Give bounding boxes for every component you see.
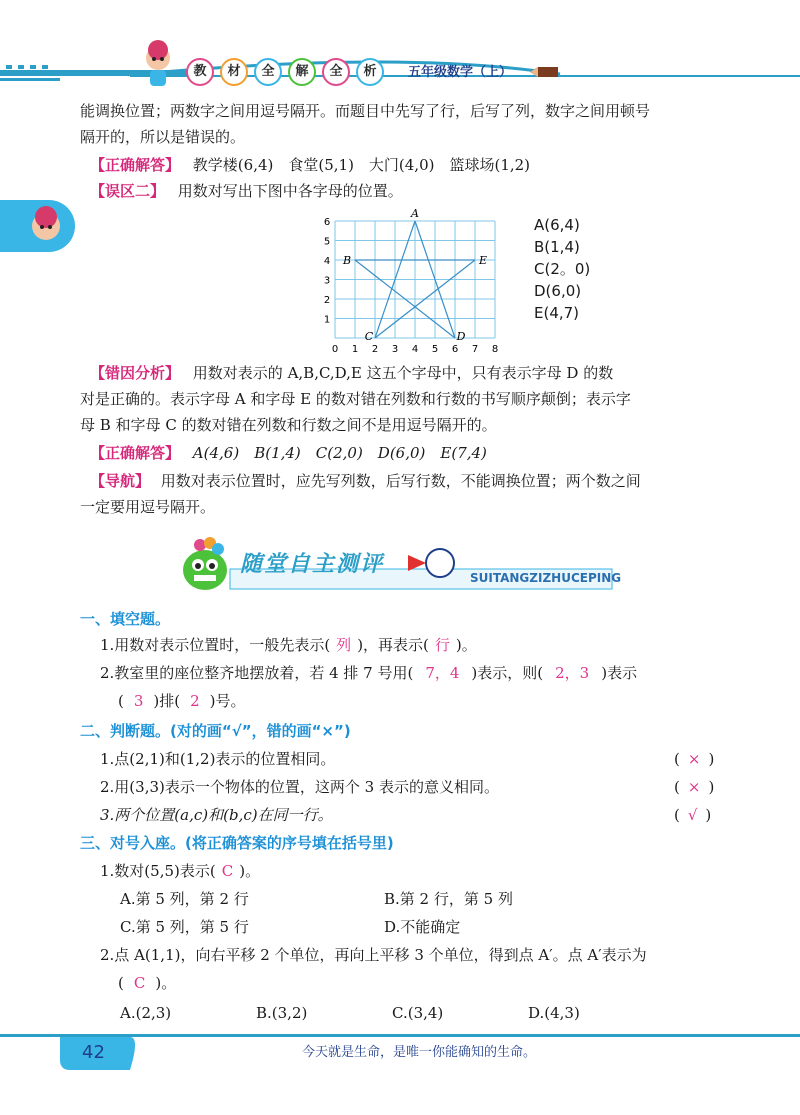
y-tick-label: 5 — [323, 236, 331, 248]
question-line: 1.数对(5,5)表示( C )。 — [100, 862, 261, 880]
answer: 3 — [133, 692, 144, 710]
grid-answer: A(6,4) — [534, 216, 580, 234]
answer: C — [133, 974, 146, 992]
x-tick-label: 6 — [451, 344, 459, 355]
y-tick-label: 6 — [323, 217, 331, 228]
analysis-text: 母 B 和字母 C 的数对错在列数和行数之间不是用逗号隔开的。 — [80, 416, 497, 434]
y-tick-label: 1 — [323, 314, 331, 326]
option: D.不能确定 — [384, 918, 461, 936]
x-tick-label: 3 — [391, 344, 399, 355]
analysis-text: 用数对表示的 A,B,C,D,E 这五个字母中，只有表示字母 D 的数 — [192, 364, 614, 382]
mascot-logo — [138, 40, 178, 90]
paragraph-line: 隔开的，所以是错误的。 — [80, 128, 246, 146]
footer-motto: 今天就是生命，是唯一你能确知的生命。 — [302, 1045, 537, 1060]
grid-answer-list — [534, 214, 590, 324]
y-tick-label: 3 — [323, 275, 331, 287]
question-line: 2.教室里的座位整齐地摆放着，若 4 排 7 号用( 7，4 )表示，则( 2，3 )表示 — [100, 664, 638, 682]
point-label-c: C — [364, 330, 374, 343]
judge-mark: ( × ) — [674, 750, 715, 768]
judge-mark: ( √ ) — [674, 806, 712, 824]
paragraph-line: 能调换位置；两数字之间用逗号隔开。而题目中先写了行，后写了列，数字之间用顿号 — [80, 102, 651, 120]
banner-mascot-icon — [170, 535, 620, 600]
y-tick-label: 2 — [323, 295, 331, 306]
header-subtitle: 五年级数学（上） — [408, 65, 513, 80]
answer: C — [221, 862, 234, 880]
judge-item-text: 3.两个位置(a,c)和(b,c)在同一行。 — [100, 806, 333, 824]
banner-pinyin: SUITANGZIZHUCEPING — [470, 571, 622, 585]
header-title-char: 析 — [356, 58, 384, 86]
grid-answer: E(4,7) — [534, 304, 580, 322]
correct-answer-tag: 【正确解答】 — [90, 444, 181, 462]
correct-answer-tag: 【正确解答】 — [90, 156, 181, 174]
page-number: 42 — [82, 1042, 105, 1063]
grid-answer: D(6,0) — [534, 282, 582, 300]
point-label-e: E — [478, 254, 488, 267]
section-title: 二、判断题。(对的画“√”，错的画“×”) — [80, 722, 351, 740]
grid-answer: C(2。0) — [534, 260, 591, 278]
answer: 2，3 — [555, 664, 590, 682]
x-tick-label: 5 — [431, 344, 439, 355]
header-title-char: 教 — [186, 58, 214, 86]
option: B.(3,2) — [256, 1004, 308, 1022]
answer: 2 — [190, 692, 200, 710]
option: C.(3,4) — [392, 1004, 444, 1022]
x-tick-label: 2 — [371, 344, 379, 355]
y-tick-label: 4 — [323, 256, 331, 267]
section-title: 三、对号入座。(将正确答案的序号填在括号里) — [80, 834, 394, 852]
banner-title: 随堂自主测评 — [240, 552, 385, 577]
mistake-text: 用数对写出下图中各字母的位置。 — [177, 182, 403, 200]
side-tab — [0, 200, 75, 252]
point-label-d: D — [456, 330, 466, 343]
guide-text: 用数对表示位置时，应先写列数，后写行数，不能调换位置；两个数之间 — [160, 472, 641, 490]
question-line: ( 3 )排( 2 )号。 — [118, 692, 246, 710]
answer: 列 — [336, 636, 352, 654]
correct-answer-text: 教学楼(6,4) 食堂(5,1) 大门(4,0) 篮球场(1,2) — [192, 156, 531, 174]
analysis-text: 对是正确的。表示字母 A 和字母 E 的数对错在列数和行数的书写顺序颠倒；表示字 — [80, 390, 631, 408]
section-title: 一、填空题。 — [80, 610, 171, 628]
option: B.第 2 行，第 5 列 — [384, 890, 513, 908]
point-label-a: A — [411, 208, 419, 220]
point-label-b: B — [342, 254, 352, 267]
x-tick-label: 7 — [471, 344, 479, 355]
option: A.(2,3) — [120, 1004, 172, 1022]
question-line: 1.用数对表示位置时，一般先表示( 列 )，再表示( 行 )。 — [100, 636, 477, 654]
question-line: 2.点 A(1,1)，向右平移 2 个单位，再向上平移 3 个单位，得到点 A′。点 A′表示为 — [100, 946, 647, 964]
header-decoration — [0, 30, 800, 100]
coordinate-grid — [315, 208, 515, 358]
question-line: ( C )。 — [118, 974, 177, 992]
x-tick-label: 8 — [491, 344, 499, 355]
option: D.(4,3) — [528, 1004, 580, 1022]
header-title-char: 材 — [220, 58, 248, 86]
option: C.第 5 列，第 5 行 — [120, 918, 249, 936]
section-banner — [170, 535, 620, 600]
pencil-icon — [530, 64, 560, 83]
option: A.第 5 列，第 2 行 — [120, 890, 249, 908]
x-tick-label: 1 — [351, 344, 359, 355]
answer: 行 — [434, 636, 450, 654]
guide-tag: 【导航】 — [90, 472, 151, 490]
header-title-char: 全 — [322, 58, 350, 86]
x-tick-label: 0 — [331, 344, 339, 355]
guide-text: 一定要用逗号隔开。 — [80, 498, 216, 516]
correct-answer-text: A(4,6) B(1,4) C(2,0) D(6,0) E(7,4) — [192, 444, 487, 462]
answer: 7，4 — [425, 664, 460, 682]
x-tick-label: 4 — [411, 344, 419, 355]
grid-answer: B(1,4) — [534, 238, 580, 256]
judge-item-text: 2.用(3,3)表示一个物体的位置，这两个 3 表示的意义相同。 — [100, 778, 499, 796]
judge-mark: ( × ) — [674, 778, 715, 796]
judge-item-text: 1.点(2,1)和(1,2)表示的位置相同。 — [100, 750, 336, 768]
header-title-char: 解 — [288, 58, 316, 86]
header-title-char: 全 — [254, 58, 282, 86]
mistake-tag: 【误区二】 — [90, 182, 166, 200]
analysis-tag: 【错因分析】 — [90, 364, 181, 382]
